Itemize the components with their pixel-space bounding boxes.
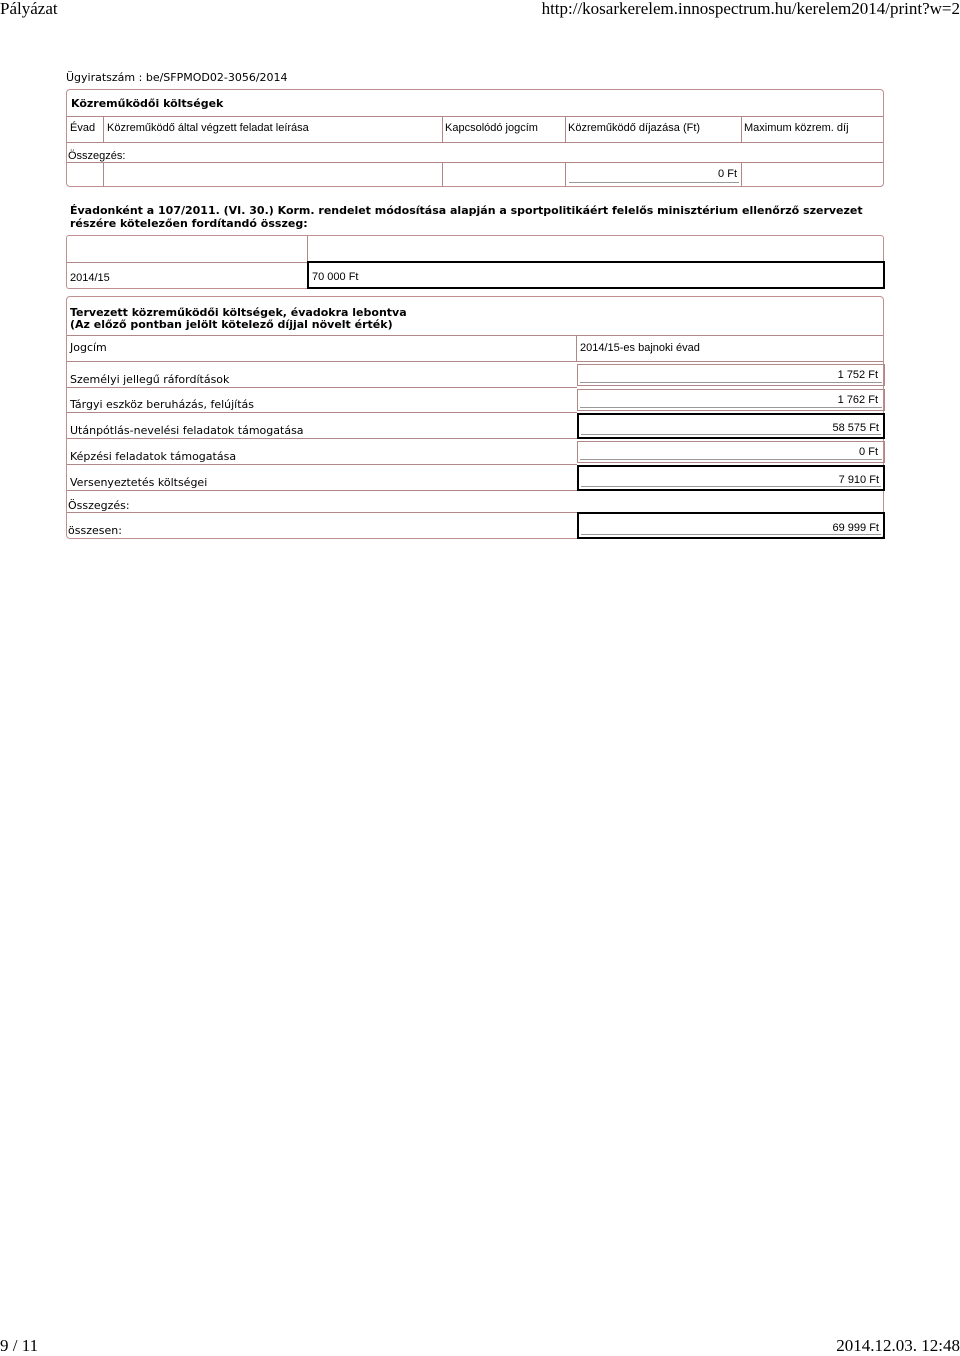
planned-costs-title-line2: (Az előző pontban jelölt kötelező díjjal növelt érték) xyxy=(70,318,393,331)
row-label-fixed-assets: Tárgyi eszköz beruházás, felújítás xyxy=(70,398,255,411)
column-header-season: Évad xyxy=(70,122,96,134)
column-header-jogcim: Jogcím xyxy=(70,341,107,354)
column-header-max-fee: Maximum közrem. díj xyxy=(744,122,849,134)
row-value-youth-training: 58 575 Ft xyxy=(832,422,879,434)
column-header-task-description: Közreműködő által végzett feladat leírása xyxy=(107,122,309,134)
total-label: összesen: xyxy=(68,524,122,537)
mandatory-amount-box xyxy=(307,261,885,289)
summary-value: 0 Ft xyxy=(718,168,737,180)
row-value-personnel: 1 752 Ft xyxy=(837,369,878,381)
planned-costs-title-line1: Tervezett közreműködői költségek, évadokra lebontva xyxy=(70,306,407,319)
contractor-costs-section xyxy=(66,89,884,187)
column-header-season-2014-15: 2014/15-es bajnoki évad xyxy=(580,342,700,354)
page-header-url: http://kosarkerelem.innospectrum.hu/kerelem2014/print?w=2 xyxy=(541,0,960,18)
planned-costs-section xyxy=(66,296,884,539)
row-value-box-education xyxy=(577,441,885,463)
row-value-fixed-assets: 1 762 Ft xyxy=(837,394,878,406)
row-value-box-fixed-assets xyxy=(577,389,885,411)
total-value-box xyxy=(577,512,885,539)
row-label-personnel: Személyi jellegű ráfordítások xyxy=(70,373,230,386)
mandatory-amount-title: Évadonként a 107/2011. (VI. 30.) Korm. rendelet módosítása alapján a sportpolitikáért felelős minisztérium ellenőrző szervezet részére kötelezően fordítandó összeg: xyxy=(70,204,863,230)
column-header-related-title: Kapcsolódó jogcím xyxy=(445,122,538,134)
mandatory-amount-value: 70 000 Ft xyxy=(312,271,359,283)
document-id: Ügyiratszám : be/SFPMOD02-3056/2014 xyxy=(66,71,288,84)
row-label-youth-training: Utánpótlás-nevelési feladatok támogatása xyxy=(70,424,304,437)
page-number: 9 / 11 xyxy=(0,1336,39,1355)
summary-label: Összegzés: xyxy=(68,499,130,512)
row-value-box-competition xyxy=(577,465,885,491)
row-value-box-youth-training xyxy=(577,413,885,439)
summary-label: Összegzés: xyxy=(68,150,126,162)
row-label-education: Képzési feladatok támogatása xyxy=(70,450,237,463)
season-label: 2014/15 xyxy=(70,272,110,284)
print-timestamp: 2014.12.03. 12:48 xyxy=(836,1336,960,1355)
row-value-box-personnel xyxy=(577,364,885,386)
column-header-fee: Közreműködő díjazása (Ft) xyxy=(568,122,701,134)
summary-value-box xyxy=(567,165,741,185)
row-value-education: 0 Ft xyxy=(859,446,878,458)
total-value: 69 999 Ft xyxy=(832,522,879,534)
section-title: Közreműködői költségek xyxy=(71,97,224,110)
mandatory-amount-table xyxy=(66,235,884,289)
row-value-competition: 7 910 Ft xyxy=(838,474,879,486)
page-header-title: Pályázat xyxy=(0,0,58,18)
row-label-competition: Versenyeztetés költségei xyxy=(70,476,208,489)
